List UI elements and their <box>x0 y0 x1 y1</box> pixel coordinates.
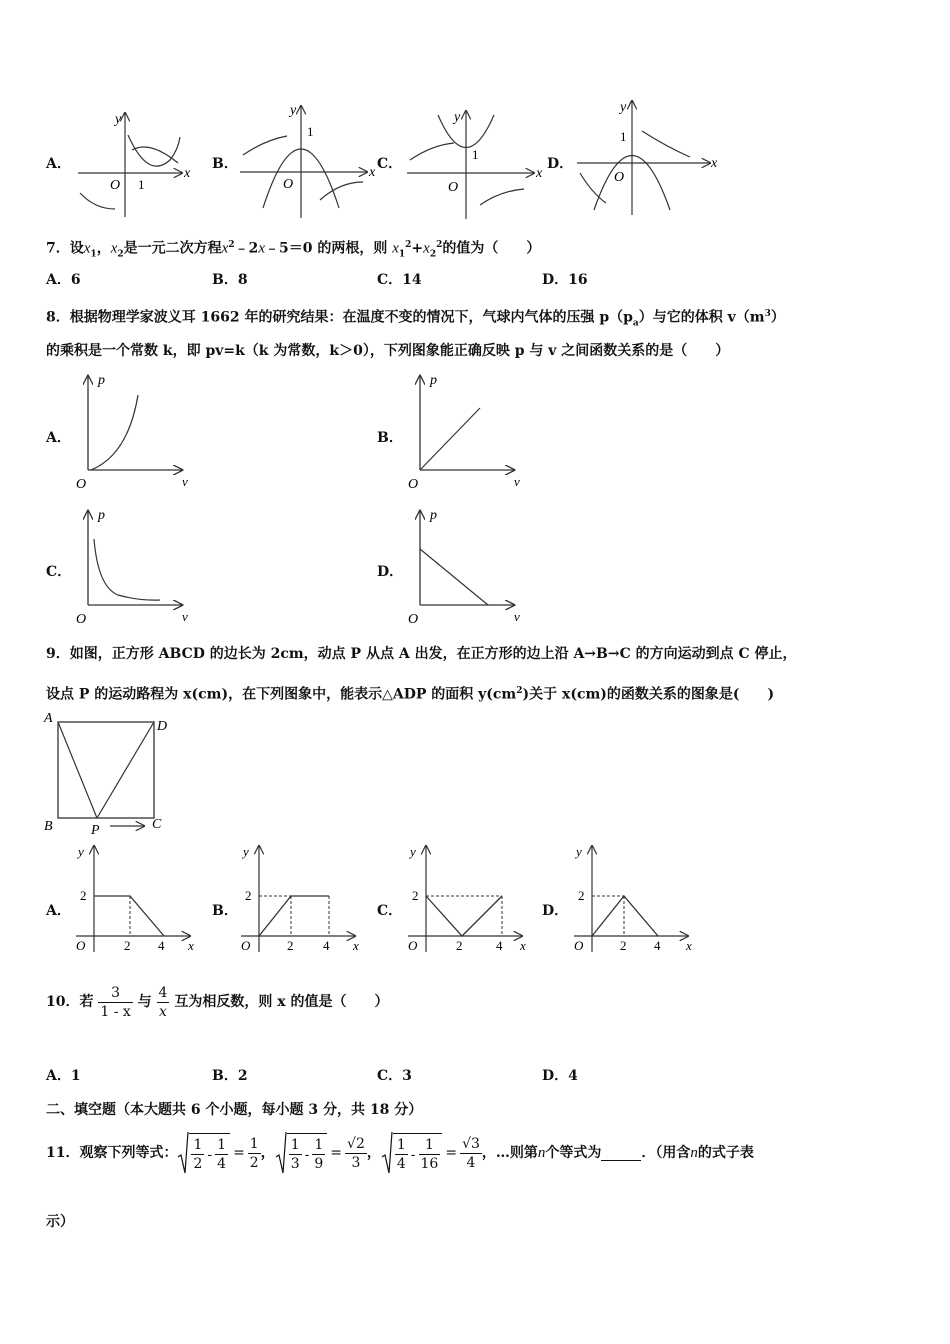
q9-graph-b <box>233 840 368 955</box>
origin-label: O <box>408 938 418 953</box>
q7-sub: 1 <box>398 249 406 260</box>
q6-option-a-label: A． <box>46 156 71 172</box>
q7-text: ， <box>96 240 111 257</box>
q8-graph-d <box>402 505 527 625</box>
q6-option-b-label: B． <box>212 156 238 172</box>
x-tick-2: 2 <box>124 938 131 953</box>
x-label: x <box>369 165 375 180</box>
p-label: p <box>98 373 105 388</box>
q11-text: ．（用含 <box>641 1145 691 1161</box>
q7-sub: 1 <box>90 249 97 260</box>
numerator: 1 <box>396 1137 406 1153</box>
hyperbola-branch-lower <box>320 182 363 200</box>
denominator: x <box>159 1003 167 1020</box>
x-tick-2: 2 <box>287 938 294 953</box>
numerator: √2 <box>347 1135 365 1152</box>
q7-sub: 2 <box>429 249 437 260</box>
q11-stem-line2: 示） <box>46 1214 74 1230</box>
denominator: 3 <box>351 1154 361 1171</box>
denominator: 2 <box>193 1156 203 1172</box>
q9-text: )关于 x(cm)的函数关系的图象是( ) <box>522 686 775 703</box>
q9-stem-line1: 9．如图，正方形 ABCD 的边长为 2cm，动点 P 从点 A 出发，在正方形的边上沿 A→B→C 的方向运动到点 C 停止， <box>46 646 797 662</box>
q10-text: 10．若 <box>46 994 94 1010</box>
q7-sup: 2 <box>405 240 412 250</box>
option-label: D． <box>542 1068 569 1084</box>
q8-stem-line2: 的乘积是一个常数 k，即 pv=k（k 为常数，k＞0），下列图象能正确反映 p 与 v 之间函数关系的是（ ） <box>46 343 730 359</box>
denominator: 9 <box>314 1156 324 1172</box>
origin-label: O <box>408 612 419 625</box>
option-label: B． <box>212 272 238 288</box>
y-label: y <box>410 844 416 859</box>
q6-graph-c <box>402 105 547 223</box>
q8-option-d-label: D． <box>377 564 404 580</box>
v-label: v <box>514 474 520 489</box>
q11-text: 的式子表 <box>697 1145 754 1161</box>
tick-one: 1 <box>138 177 145 192</box>
q11-text: 个等式为 <box>545 1145 602 1161</box>
q10-option-b[interactable] <box>212 1066 248 1086</box>
x-tick-4: 4 <box>654 938 661 953</box>
segment-ap <box>58 722 97 818</box>
q7-option-a[interactable] <box>46 270 81 290</box>
origin-label: O <box>76 938 86 953</box>
label-c: C <box>152 817 162 832</box>
numerator: 3 <box>98 984 132 1003</box>
origin-label: O <box>614 170 625 185</box>
numerator: 1 <box>290 1137 300 1153</box>
origin-label: O <box>574 938 584 953</box>
denominator: 1 - x <box>100 1003 131 1020</box>
y-label: y <box>115 112 122 127</box>
origin-label: O <box>408 477 419 490</box>
graph-line <box>426 896 502 936</box>
q7-var: x <box>392 240 399 257</box>
q7-option-b[interactable] <box>212 270 248 290</box>
y-tick-2: 2 <box>245 888 252 903</box>
tick-one: 1 <box>307 124 314 139</box>
option-label: A． <box>46 1068 71 1084</box>
q8-text: ） <box>770 309 785 326</box>
q9-square-figure <box>40 708 180 838</box>
q11-text: ，…则第 <box>481 1145 538 1161</box>
y-label: y <box>243 844 249 859</box>
numerator: 4 <box>158 984 168 1001</box>
tick-one: 1 <box>472 147 479 162</box>
q9-option-c-label: C． <box>377 903 403 919</box>
option-value: 16 <box>568 272 588 288</box>
origin-label: O <box>76 612 87 625</box>
q7-text: + <box>411 240 424 257</box>
y-tick-2: 2 <box>578 888 585 903</box>
denominator: 4 <box>396 1156 406 1172</box>
graph-line <box>94 896 164 936</box>
p-label: p <box>430 508 437 523</box>
denominator: 3 <box>290 1156 300 1172</box>
q8-option-c-label: C． <box>46 564 72 580</box>
numerator: 1 <box>217 1137 227 1153</box>
q6-option-d-label: D． <box>547 156 574 172</box>
x-label: x <box>520 938 526 953</box>
parabola-curve <box>128 135 180 166</box>
origin-label: O <box>241 938 251 953</box>
numerator: √3 <box>462 1135 480 1152</box>
q6-graph-b <box>235 100 375 222</box>
q9-graph-d <box>566 840 701 955</box>
numerator: 1 <box>314 1137 324 1153</box>
q7-text: 的值为（ ） <box>442 240 541 257</box>
q7-sup: 2 <box>228 240 235 250</box>
q6-graph-d <box>572 95 722 220</box>
denominator: 2 <box>249 1154 259 1171</box>
origin-label: O <box>76 477 87 490</box>
q10-option-a[interactable] <box>46 1066 81 1086</box>
q9-sup: 2 <box>516 686 523 696</box>
q9-option-a-label: A． <box>46 903 71 919</box>
q10-fraction-1 <box>98 984 132 1021</box>
denominator: 4 <box>466 1154 476 1171</box>
numerator: 1 <box>193 1137 203 1153</box>
q8-text: 8．根据物理学家波义耳 1662 年的研究结果：在温度不变的情况下，气球内气体的压强 p（p <box>46 309 633 326</box>
y-label: y <box>290 103 297 118</box>
q10-option-c[interactable] <box>377 1066 412 1086</box>
option-value: 4 <box>568 1068 578 1084</box>
q8-option-b-label: B． <box>377 430 403 446</box>
radical-sign-icon <box>275 1131 287 1175</box>
q8-stem-line1 <box>46 304 785 333</box>
line <box>420 549 488 605</box>
x-label: x <box>686 938 692 953</box>
option-value: 8 <box>237 272 248 288</box>
option-value: 14 <box>402 272 422 288</box>
sqrt-expression: $\frac{1}{3}$ - $\frac{1}{9}$ <box>275 1131 328 1175</box>
y-label: y <box>576 844 582 859</box>
q7-stem <box>46 235 540 264</box>
q7-var: x <box>258 240 265 257</box>
line <box>420 408 480 470</box>
hyperbola-branch-upper <box>410 143 454 160</box>
sqrt-expression: $\frac{1}{2}$ - $\frac{1}{4}$ <box>177 1131 230 1175</box>
section-2-title: 二、填空题（本大题共 6 个小题，每小题 3 分，共 18 分） <box>46 1102 423 1118</box>
q7-sup: 2 <box>436 240 443 250</box>
q7-var: x <box>83 240 91 257</box>
hyperbola-branch-upper <box>243 136 287 155</box>
p-label: p <box>430 373 437 388</box>
q9-stem-line2 <box>46 681 774 705</box>
hyperbola-branch-upper <box>642 131 690 157</box>
q8-sup: 3 <box>764 309 771 319</box>
graph-line <box>259 896 329 936</box>
q7-text: ﹣5＝0 的两根，则 <box>264 240 393 257</box>
x-tick-4: 4 <box>496 938 503 953</box>
x-tick-4: 4 <box>158 938 165 953</box>
origin-label: O <box>448 180 459 195</box>
q8-text: ）与它的体积 v（m <box>638 309 765 326</box>
label-a: A <box>44 711 53 726</box>
origin-label: O <box>110 178 121 193</box>
q8-graph-b <box>402 370 527 490</box>
curve <box>91 395 138 470</box>
q11-stem: 11．观察下列等式： $\frac{1}{2}$ - $\frac{1}{4}$ = $\frac{1}{2}$ ， $\frac{1}{3}$ - $\frac{1}{9}$ = $\frac{√2}{3}$ ， $\frac{1}{4}$ - $\frac{1}{16}$ = $\frac{√3}{4}$ ，…则第 n 个等式为 ．（用含 n 的式子表 <box>46 1128 754 1178</box>
x-label: x <box>184 166 191 181</box>
radical-sign-icon <box>381 1131 393 1175</box>
v-label: v <box>182 609 188 624</box>
hyperbola-branch-lower <box>480 189 524 205</box>
option-label: C． <box>377 1068 403 1084</box>
q8-sub: a <box>632 318 639 329</box>
q11-text: 11．观察下列等式： <box>46 1145 178 1161</box>
sqrt-expression: $\frac{1}{4}$ - $\frac{1}{16}$ <box>381 1131 442 1175</box>
q9-text: 设点 P 的运动路程为 x(cm)，在下列图象中，能表示△ADP 的面积 y(cm <box>46 686 517 703</box>
v-label: v <box>182 474 188 489</box>
q10-text: 互为相反数，则 x 的值是（ ） <box>174 994 389 1010</box>
y-label: y <box>78 844 84 859</box>
q11-var-n: n <box>537 1145 546 1161</box>
option-value: 6 <box>70 272 81 288</box>
q10-stem <box>46 982 388 1022</box>
hyperbola-curve <box>94 539 160 600</box>
denominator: 4 <box>217 1156 227 1172</box>
q7-text: 是一元二次方程 <box>123 240 222 257</box>
label-b: B <box>44 819 53 834</box>
segment-dp <box>97 722 154 818</box>
y-label: y <box>620 100 627 115</box>
denominator: 16 <box>420 1156 439 1172</box>
tick-one: 1 <box>620 129 627 144</box>
x-label: x <box>188 938 194 953</box>
option-label: D． <box>542 272 569 288</box>
x-label: x <box>536 166 543 181</box>
q7-text: ﹣2 <box>234 240 259 257</box>
p-label: p <box>98 508 105 523</box>
option-value: 3 <box>402 1068 412 1084</box>
option-value: 2 <box>237 1068 248 1084</box>
q7-sub: 2 <box>117 249 124 260</box>
x-label: x <box>711 156 718 171</box>
x-tick-4: 4 <box>323 938 330 953</box>
x-tick-2: 2 <box>620 938 627 953</box>
numerator: 1 <box>419 1136 441 1155</box>
q11-comma: ， <box>260 1145 275 1161</box>
q6-graph-a <box>70 105 200 223</box>
graph-line <box>592 896 658 936</box>
q7-var: x <box>110 240 118 257</box>
q8-graph-a <box>70 370 195 490</box>
x-label: x <box>353 938 359 953</box>
numerator: 1 <box>249 1135 259 1152</box>
v-label: v <box>514 609 520 624</box>
answer-blank[interactable] <box>601 1146 641 1161</box>
label-p: P <box>91 823 100 838</box>
q11-var-n: n <box>690 1145 698 1161</box>
option-label: A． <box>46 272 71 288</box>
q7-option-c[interactable] <box>377 270 422 290</box>
q6-option-c-label: C． <box>377 156 403 172</box>
q8-option-a-label: A． <box>46 430 71 446</box>
option-value: 1 <box>70 1068 81 1084</box>
q9-graph-c <box>400 840 535 955</box>
q10-fraction-2 <box>157 984 170 1021</box>
y-label: y <box>454 110 461 125</box>
q9-graph-a <box>68 840 203 955</box>
y-tick-2: 2 <box>412 888 419 903</box>
origin-label: O <box>283 177 294 192</box>
q11-comma: ， <box>366 1145 381 1161</box>
q7-option-d[interactable] <box>542 270 588 290</box>
q10-option-d[interactable] <box>542 1066 578 1086</box>
q7-var: x <box>423 240 430 257</box>
q8-graph-c <box>70 505 195 625</box>
option-label: C． <box>377 272 403 288</box>
q9-option-b-label: B． <box>212 903 238 919</box>
y-tick-2: 2 <box>80 888 87 903</box>
label-d: D <box>157 719 168 734</box>
q7-number: 7．设 <box>46 240 84 257</box>
x-tick-2: 2 <box>456 938 463 953</box>
q10-text: 与 <box>137 994 152 1010</box>
q7-var: x <box>221 240 229 257</box>
hyperbola-branch-lower <box>80 193 115 209</box>
option-label: B． <box>212 1068 238 1084</box>
radical-sign-icon <box>177 1131 189 1175</box>
q9-option-d-label: D． <box>542 903 569 919</box>
